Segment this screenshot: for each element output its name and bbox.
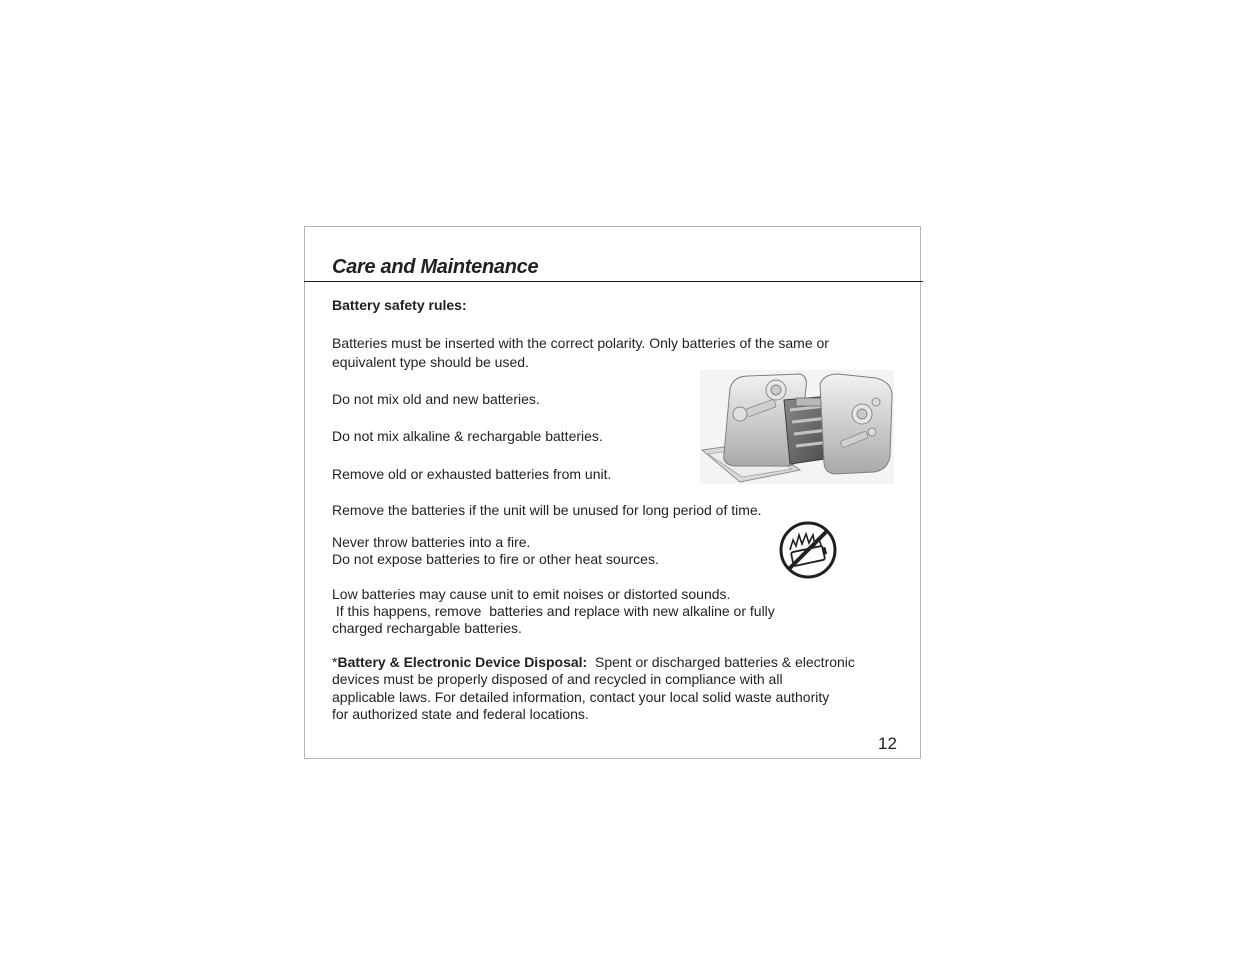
rule-fire-line1: Never throw batteries into a fire.	[332, 534, 531, 550]
rule-low-line1: Low batteries may cause unit to emit noises or distorted sounds.	[332, 586, 731, 602]
disposal-label: Battery & Electronic Device Disposal:	[337, 654, 588, 670]
rule-remove-exhausted: Remove old or exhausted batteries from unit.	[332, 466, 612, 482]
rule-low-line2: If this happens, remove batteries and replace with new alkaline or fully	[332, 603, 775, 619]
disposal-line1	[332, 654, 855, 671]
rule-remove-unused: Remove the batteries if the unit will be unused for long period of time.	[332, 502, 762, 518]
disposal-line4: for authorized state and federal locations.	[332, 706, 589, 722]
page-number: 12	[878, 734, 897, 753]
rule-no-mix-alkaline: Do not mix alkaline & rechargable batteries.	[332, 428, 603, 444]
no-fire-icon	[778, 520, 838, 580]
battery-compartment-icon	[700, 370, 894, 484]
disposal-line2: devices must be properly disposed of and recycled in compliance with all	[332, 671, 783, 687]
title-divider	[304, 281, 923, 282]
disposal-line3: applicable laws. For detailed information, contact your local solid waste authority	[332, 689, 830, 705]
rule-fire-line2: Do not expose batteries to fire or other heat sources.	[332, 551, 659, 567]
disposal-asterisk: *	[332, 654, 338, 670]
rule-low-line3: charged rechargable batteries.	[332, 620, 522, 636]
rule-polarity-line2: equivalent type should be used.	[332, 354, 529, 370]
page-title: Care and Maintenance	[332, 256, 539, 278]
rule-no-mix-old-new: Do not mix old and new batteries.	[332, 391, 540, 407]
disposal-line1-text: Spent or discharged batteries & electronic	[587, 654, 855, 670]
section-heading: Battery safety rules:	[332, 297, 467, 313]
rule-polarity-line1: Batteries must be inserted with the correct polarity. Only batteries of the same or	[332, 335, 829, 351]
